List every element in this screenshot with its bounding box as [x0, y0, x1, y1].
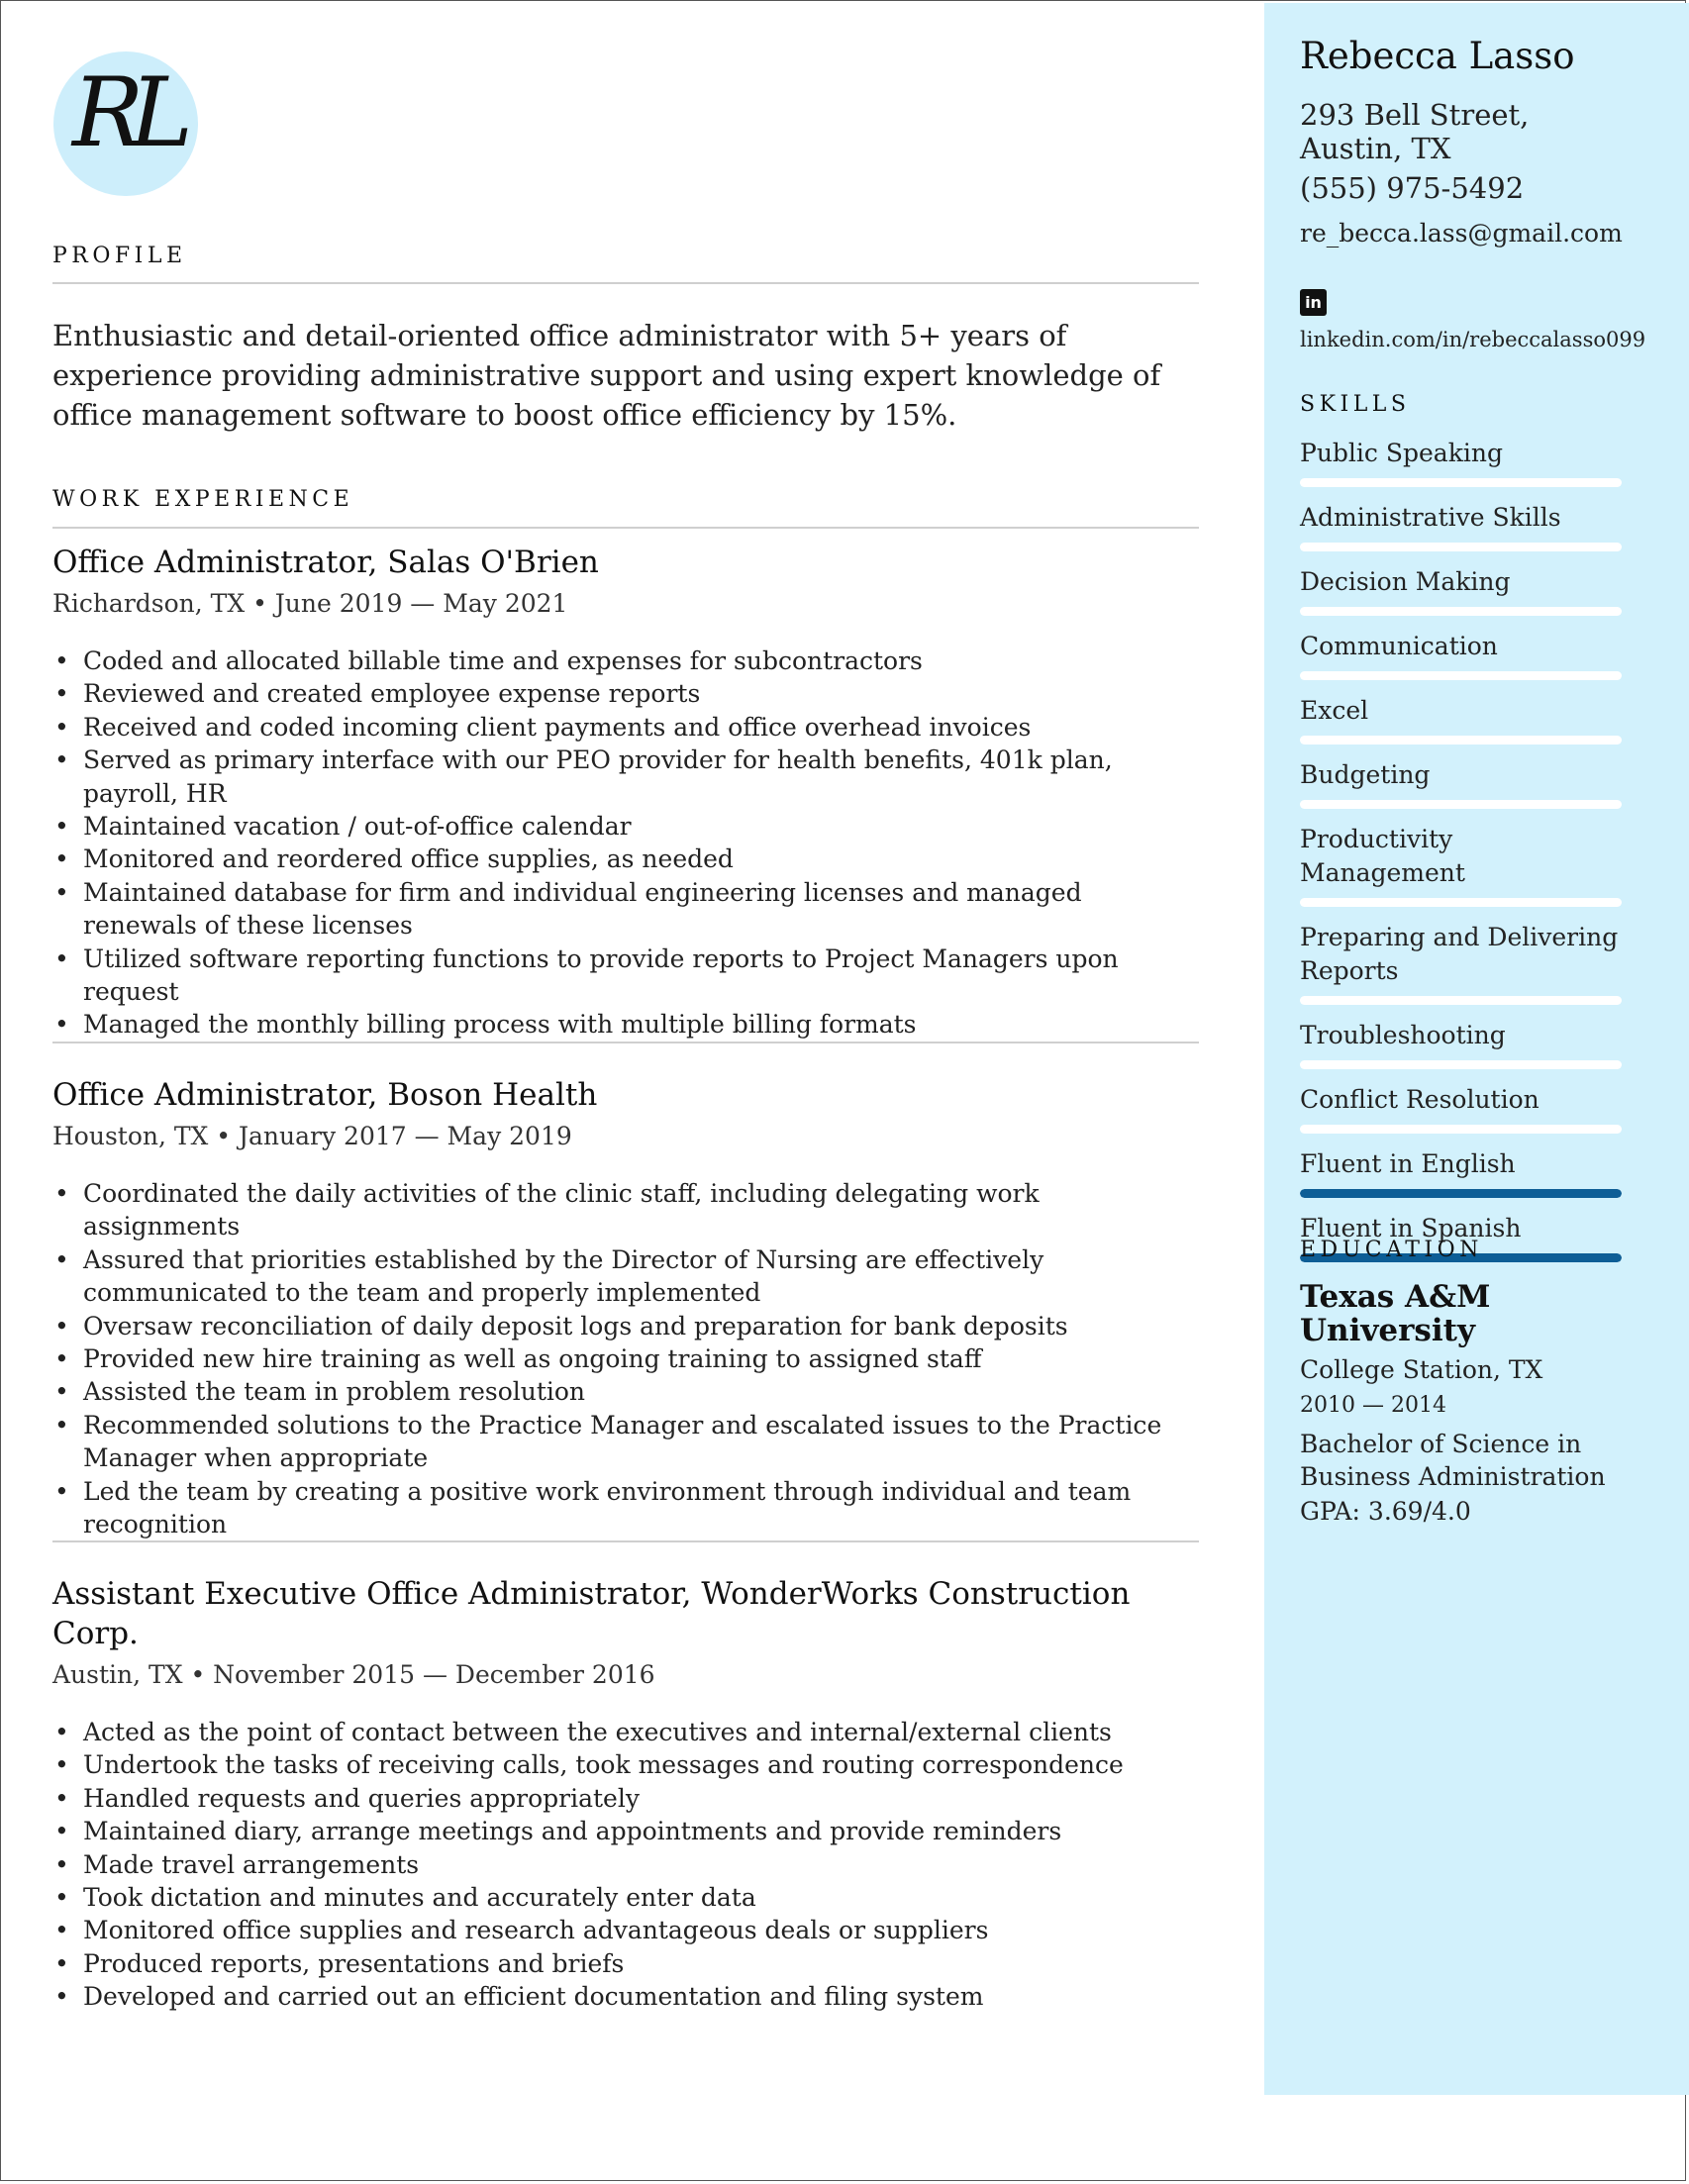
list-item: • Produced reports, presentations and briefs [52, 1947, 1199, 1980]
list-item: • Took dictation and minutes and accurately enter data [52, 1881, 1199, 1914]
list-item: • Oversaw reconciliation of daily deposit logs and preparation for bank deposits [52, 1310, 1199, 1342]
list-item: • Reviewed and created employee expense reports [52, 677, 1199, 710]
skill-item [1300, 437, 1622, 487]
skills-list [1300, 437, 1622, 1276]
skill-name: Preparing and Delivering Reports [1300, 923, 1619, 985]
skill-level-bar [1300, 996, 1622, 1005]
skill-name: Communication [1300, 632, 1498, 660]
skill-item [1300, 1019, 1622, 1069]
skill-item [1300, 921, 1622, 1005]
sidebar [1264, 3, 1689, 2095]
skill-level-fill [1300, 1189, 1622, 1198]
list-item: • Assured that priorities established by the Director of Nursing are effectively communicated to the team and properly implemented [52, 1243, 1199, 1310]
skill-level-bar [1300, 1189, 1622, 1198]
candidate-name: Rebecca Lasso [1300, 35, 1575, 77]
degree: Bachelor of Science in Business Administration [1300, 1430, 1606, 1491]
job-title: Office Administrator, Boson Health [52, 1077, 598, 1113]
job-meta: Austin, TX • November 2015 — December 2016 [52, 1660, 655, 1689]
list-item: • Made travel arrangements [52, 1848, 1199, 1881]
job-bullets [52, 1716, 1199, 2014]
list-item: • Maintained diary, arrange meetings and appointments and provide reminders [52, 1815, 1199, 1847]
job-divider [52, 1540, 1199, 1542]
email-link[interactable]: re_becca.lass@gmail.com [1300, 219, 1623, 248]
skill-name: Productivity Management [1300, 825, 1465, 887]
skill-name: Conflict Resolution [1300, 1085, 1540, 1114]
skill-name: Public Speaking [1300, 439, 1503, 467]
gpa: GPA: 3.69/4.0 [1300, 1497, 1471, 1526]
work-experience-heading: WORK EXPERIENCE [52, 487, 354, 512]
skill-item [1300, 1083, 1622, 1134]
profile-divider [52, 282, 1199, 284]
list-item: • Served as primary interface with our PEO provider for health benefits, 401k plan, payroll, HR [52, 744, 1199, 810]
list-item: • Undertook the tasks of receiving calls, took messages and routing correspondence [52, 1748, 1199, 1781]
list-item: • Monitored and reordered office supplies, as needed [52, 843, 1199, 875]
list-item: • Maintained vacation / out-of-office calendar [52, 810, 1199, 843]
job-entry [52, 543, 1199, 1042]
skill-item [1300, 630, 1622, 680]
skill-name: Troubleshooting [1300, 1021, 1506, 1049]
list-item: • Monitored office supplies and research advantageous deals or suppliers [52, 1914, 1199, 1946]
job-bullets [52, 645, 1199, 1042]
skill-name: Decision Making [1300, 567, 1511, 596]
school-location: College Station, TX [1300, 1355, 1543, 1384]
work-experience-divider [52, 527, 1199, 529]
skill-item [1300, 823, 1622, 907]
job-title: Assistant Executive Office Administrator, WonderWorks Construction Corp. [52, 1576, 1131, 1651]
skill-item [1300, 501, 1622, 551]
skill-item [1300, 565, 1622, 616]
skill-item [1300, 758, 1622, 809]
job-meta: Houston, TX • January 2017 — May 2019 [52, 1122, 572, 1150]
profile-summary: Enthusiastic and detail-oriented office administrator with 5+ years of experience providing administrative support and using expert knowledge of office management software to boost office efficiency by 15%. [52, 319, 1161, 432]
skill-level-bar [1300, 800, 1622, 809]
skill-level-bar [1300, 478, 1622, 487]
list-item: • Developed and carried out an efficient documentation and filing system [52, 1980, 1199, 2013]
address-line: Austin, TX [1300, 132, 1451, 165]
education-heading: EDUCATION [1300, 1238, 1483, 1262]
skill-item [1300, 1147, 1622, 1198]
skill-name: Excel [1300, 696, 1369, 725]
job-entry [52, 1574, 1199, 2014]
skill-name: Administrative Skills [1300, 503, 1561, 532]
phone-number: (555) 975-5492 [1300, 171, 1525, 205]
list-item: • Acted as the point of contact between the executives and internal/external clients [52, 1716, 1199, 1748]
linkedin-icon: in [1300, 289, 1327, 316]
job-entry [52, 1075, 1199, 1540]
list-item: • Utilized software reporting functions to provide reports to Project Managers upon request [52, 943, 1199, 1009]
skill-level-bar [1300, 736, 1622, 745]
skill-level-bar [1300, 1060, 1622, 1069]
list-item: • Coordinated the daily activities of the clinic staff, including delegating work assignments [52, 1177, 1199, 1243]
list-item: • Led the team by creating a positive work environment through individual and team recognition [52, 1475, 1199, 1541]
skill-level-bar [1300, 1125, 1622, 1134]
skill-level-bar [1300, 671, 1622, 680]
skill-item [1300, 694, 1622, 745]
list-item: • Recommended solutions to the Practice Manager and escalated issues to the Practice Manager when appropriate [52, 1409, 1199, 1475]
linkedin-link[interactable]: linkedin.com/in/rebeccalasso099 [1300, 328, 1646, 351]
address [1300, 98, 1529, 165]
job-divider [52, 1042, 1199, 1043]
job-bullets [52, 1177, 1199, 1540]
skill-level-bar [1300, 898, 1622, 907]
list-item: • Coded and allocated billable time and expenses for subcontractors [52, 645, 1199, 677]
monogram-text: RL [71, 57, 180, 168]
job-title: Office Administrator, Salas O'Brien [52, 545, 599, 580]
skill-name: Fluent in English [1300, 1149, 1516, 1178]
list-item: • Assisted the team in problem resolution [52, 1375, 1199, 1408]
skills-heading: SKILLS [1300, 392, 1411, 417]
school-name: Texas A&M University [1300, 1279, 1491, 1348]
list-item: • Provided new hire training as well as ongoing training to assigned staff [52, 1342, 1199, 1375]
job-meta: Richardson, TX • June 2019 — May 2021 [52, 589, 568, 618]
list-item: • Maintained database for firm and individual engineering licenses and managed renewals of these licenses [52, 876, 1199, 943]
skill-level-bar [1300, 607, 1622, 616]
list-item: • Received and coded incoming client payments and office overhead invoices [52, 711, 1199, 744]
skill-name: Fluent in Spanish [1300, 1214, 1522, 1242]
skill-name: Budgeting [1300, 760, 1431, 789]
school-years: 2010 — 2014 [1300, 1393, 1446, 1418]
list-item: • Handled requests and queries appropriately [52, 1782, 1199, 1815]
address-line: 293 Bell Street, [1300, 98, 1530, 132]
list-item: • Managed the monthly billing process with multiple billing formats [52, 1008, 1199, 1041]
skill-level-bar [1300, 543, 1622, 551]
monogram-logo [51, 51, 200, 200]
profile-heading: PROFILE [52, 244, 187, 268]
